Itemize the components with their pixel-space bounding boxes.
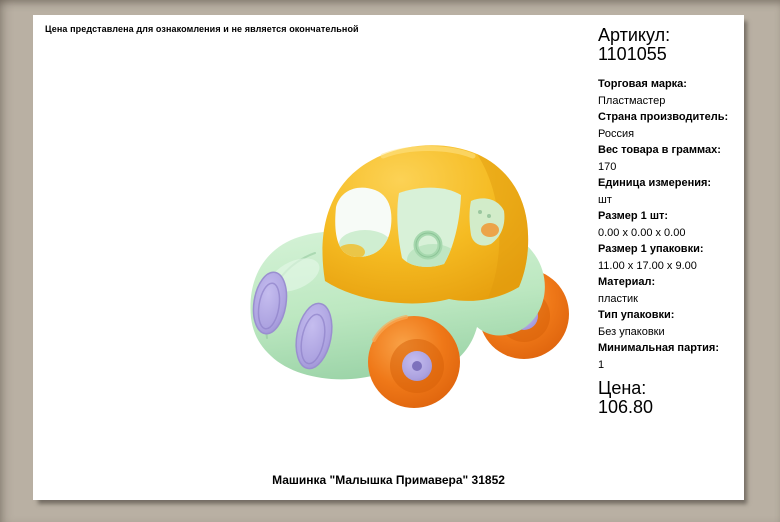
product-details bbox=[598, 26, 743, 417]
artikul-value: 1101055 bbox=[598, 44, 667, 64]
spec-value: шт bbox=[598, 193, 612, 206]
spec-value: пластик bbox=[598, 292, 638, 305]
spec-label: Минимальная партия: bbox=[598, 342, 719, 354]
spec-row bbox=[598, 340, 743, 373]
spec-value: Россия bbox=[598, 127, 635, 140]
spec-label: Вес товара в граммах: bbox=[598, 144, 721, 156]
product-title-caption: Машинка "Малышка Примавера" 31852 bbox=[272, 473, 505, 487]
spec-row bbox=[598, 109, 743, 142]
spec-row bbox=[598, 241, 743, 274]
spec-label: Единица измерения: bbox=[598, 177, 712, 189]
spec-label: Торговая марка: bbox=[598, 78, 687, 90]
spec-value: Пластмастер bbox=[598, 94, 666, 107]
spec-label: Размер 1 упаковки: bbox=[598, 243, 704, 255]
price-block bbox=[598, 379, 743, 417]
spec-row bbox=[598, 76, 743, 109]
product-photo-toy-car bbox=[233, 140, 573, 412]
front-wheel bbox=[368, 316, 460, 408]
spec-row bbox=[598, 175, 743, 208]
spec-value: 170 bbox=[598, 160, 617, 173]
spec-row bbox=[598, 142, 743, 175]
spec-value: 1 bbox=[598, 358, 605, 371]
spec-row bbox=[598, 208, 743, 241]
artikul-label: Артикул: bbox=[598, 25, 671, 45]
spec-list bbox=[598, 76, 743, 373]
product-card bbox=[33, 15, 744, 500]
price-value: 106.80 bbox=[598, 397, 654, 417]
spec-value: 11.00 x 17.00 x 9.00 bbox=[598, 259, 697, 272]
spec-label: Размер 1 шт: bbox=[598, 210, 669, 222]
spec-row bbox=[598, 307, 743, 340]
spec-value: 0.00 x 0.00 x 0.00 bbox=[598, 226, 686, 239]
price-label: Цена: bbox=[598, 378, 647, 398]
price-disclaimer-text: Цена представлена для ознакомления и не является окончательной bbox=[45, 24, 359, 34]
spec-label: Материал: bbox=[598, 276, 656, 288]
spec-value: Без упаковки bbox=[598, 325, 665, 338]
spec-label: Тип упаковки: bbox=[598, 309, 675, 321]
spec-row bbox=[598, 274, 743, 307]
spec-label: Страна производитель: bbox=[598, 111, 729, 123]
